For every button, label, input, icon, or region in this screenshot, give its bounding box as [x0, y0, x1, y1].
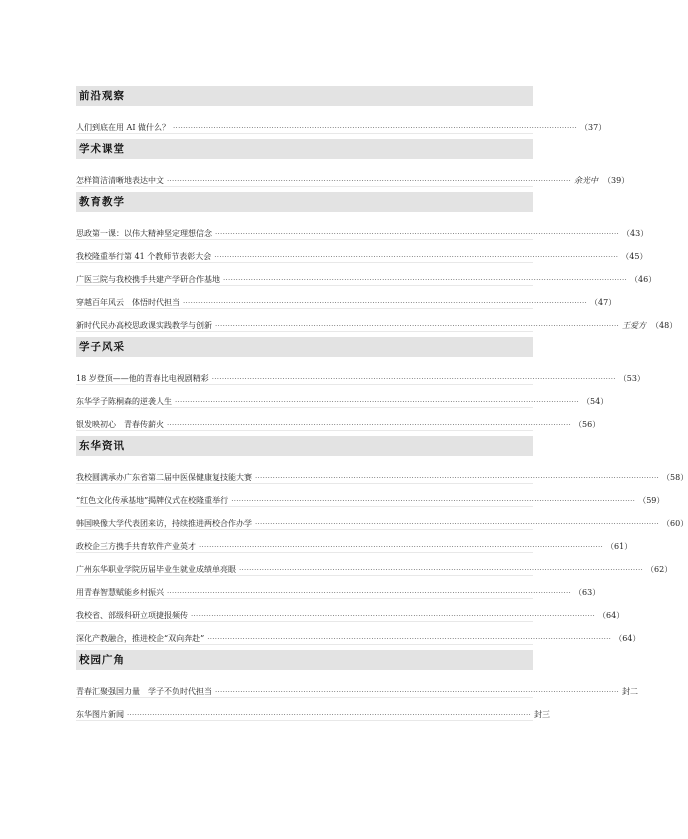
toc-entry[interactable]: [76, 385, 609, 408]
entry-title: 新时代民办高校思政课实践教学与创新: [76, 321, 212, 330]
entry-page: （59）: [638, 496, 665, 505]
toc-entry[interactable]: [76, 240, 648, 263]
toc-entry[interactable]: [76, 111, 607, 134]
leader-dots: ································································································································································: [167, 177, 572, 185]
entry-title: 青春汇聚强国力量 学子不负时代担当: [76, 687, 212, 696]
toc-entry[interactable]: [76, 530, 633, 553]
leader-dots: ································································································································································: [231, 497, 636, 505]
entry-title: 广医三院与我校携手共建产学研合作基地: [76, 275, 220, 284]
entry-title: 用青春智慧赋能乡村振兴: [76, 588, 164, 597]
section-header: 学子风采: [76, 337, 533, 357]
leader-dots: ································································································································································: [175, 398, 580, 406]
leader-dots: ································································································································································: [239, 566, 644, 574]
leader-dots: ································································································································································: [215, 322, 620, 330]
entry-title: 东华学子陈桐森的逆袭人生: [76, 397, 172, 406]
leader-dots: ································································································································································: [215, 688, 620, 696]
toc-entry[interactable]: [76, 484, 665, 507]
section-header: 前沿观察: [76, 86, 533, 106]
leader-dots: ································································································································································: [167, 421, 572, 429]
leader-dots: ································································································································································: [215, 230, 620, 238]
entry-title: 思政第一课：以伟大精神坚定理想信念: [76, 229, 212, 238]
section-header: 校园广角: [76, 650, 533, 670]
toc-entry[interactable]: [76, 309, 678, 332]
toc-entry[interactable]: [76, 217, 649, 240]
entry-title: 穿越百年风云 体悟时代担当: [76, 298, 180, 307]
toc-entry[interactable]: [76, 675, 639, 698]
toc-entry[interactable]: [76, 599, 625, 622]
entry-page: （39）: [603, 176, 630, 185]
entry-author: 余光中: [574, 176, 599, 185]
toc-entry[interactable]: [76, 576, 601, 599]
entry-page: （46）: [630, 275, 657, 284]
section-header: 学术课堂: [76, 139, 533, 159]
entry-page: （53）: [618, 374, 645, 383]
toc-entry[interactable]: [76, 408, 601, 431]
section-header: 教育教学: [76, 192, 533, 212]
leader-dots: ································································································································································: [173, 124, 578, 132]
entry-page: （64）: [614, 634, 641, 643]
leader-dots: ································································································································································: [211, 375, 616, 383]
entry-title: 我校省、部级科研立项捷报频传: [76, 611, 188, 620]
entry-title: “红色文化传承基地”揭牌仪式在校隆重举行: [76, 496, 229, 505]
entry-page: （54）: [582, 397, 609, 406]
toc-entry[interactable]: [76, 698, 551, 721]
entry-title: 广州东华职业学院历届毕业生就业成绩单亮眼: [76, 565, 236, 574]
toc-entry[interactable]: [76, 622, 641, 645]
leader-dots: ································································································································································: [255, 520, 660, 528]
toc-entry[interactable]: [76, 507, 688, 530]
table-of-contents: [76, 86, 688, 721]
entry-author: 王爱方: [622, 321, 647, 330]
leader-dots: ································································································································································: [255, 474, 660, 482]
entry-page: 封三: [534, 710, 551, 719]
entry-page: （48）: [651, 321, 678, 330]
entry-page: （56）: [574, 420, 601, 429]
entry-title: 怎样简洁清晰地表达中文: [76, 176, 164, 185]
leader-dots: ································································································································································: [167, 589, 572, 597]
entry-title: 深化产教融合，推进校企“双向奔赴”: [76, 634, 205, 643]
entry-page: （45）: [621, 252, 648, 261]
leader-dots: ································································································································································: [207, 635, 612, 643]
leader-dots: ································································································································································: [199, 543, 604, 551]
entry-title: 人们到底在用 AI 做什么？: [76, 123, 171, 132]
leader-dots: ································································································································································: [223, 276, 628, 284]
entry-page: （63）: [574, 588, 601, 597]
entry-page: （61）: [606, 542, 633, 551]
entry-title: 我校隆重举行第 41 个教师节表彰大会: [76, 252, 212, 261]
toc-entry[interactable]: [76, 286, 617, 309]
leader-dots: ································································································································································: [191, 612, 596, 620]
entry-page: （43）: [622, 229, 649, 238]
entry-page: （64）: [598, 611, 625, 620]
entry-title: 我校圆满承办广东省第二届中医保健康复技能大赛: [76, 473, 252, 482]
entry-page: （62）: [646, 565, 673, 574]
toc-entry[interactable]: [76, 164, 630, 187]
entry-title: 18 岁登顶——他的青春比电视剧精彩: [76, 374, 209, 383]
entry-title: 东华图片新闻: [76, 710, 124, 719]
toc-entry[interactable]: [76, 461, 688, 484]
toc-entry[interactable]: [76, 362, 645, 385]
entry-page: （47）: [590, 298, 617, 307]
entry-page: （58）: [662, 473, 688, 482]
entry-title: 韩国映像大学代表团来访，持续推进两校合作办学: [76, 519, 252, 528]
leader-dots: ································································································································································: [214, 253, 619, 261]
leader-dots: ································································································································································: [183, 299, 588, 307]
leader-dots: ································································································································································: [127, 711, 532, 719]
toc-entry[interactable]: [76, 263, 657, 286]
entry-title: 政校企三方携手共育软件产业英才: [76, 542, 196, 551]
entry-page: 封二: [622, 687, 639, 696]
entry-page: （37）: [580, 123, 607, 132]
section-header: 东华资讯: [76, 436, 533, 456]
entry-title: 银发映初心 青春传薪火: [76, 420, 164, 429]
entry-page: （60）: [662, 519, 688, 528]
toc-entry[interactable]: [76, 553, 673, 576]
